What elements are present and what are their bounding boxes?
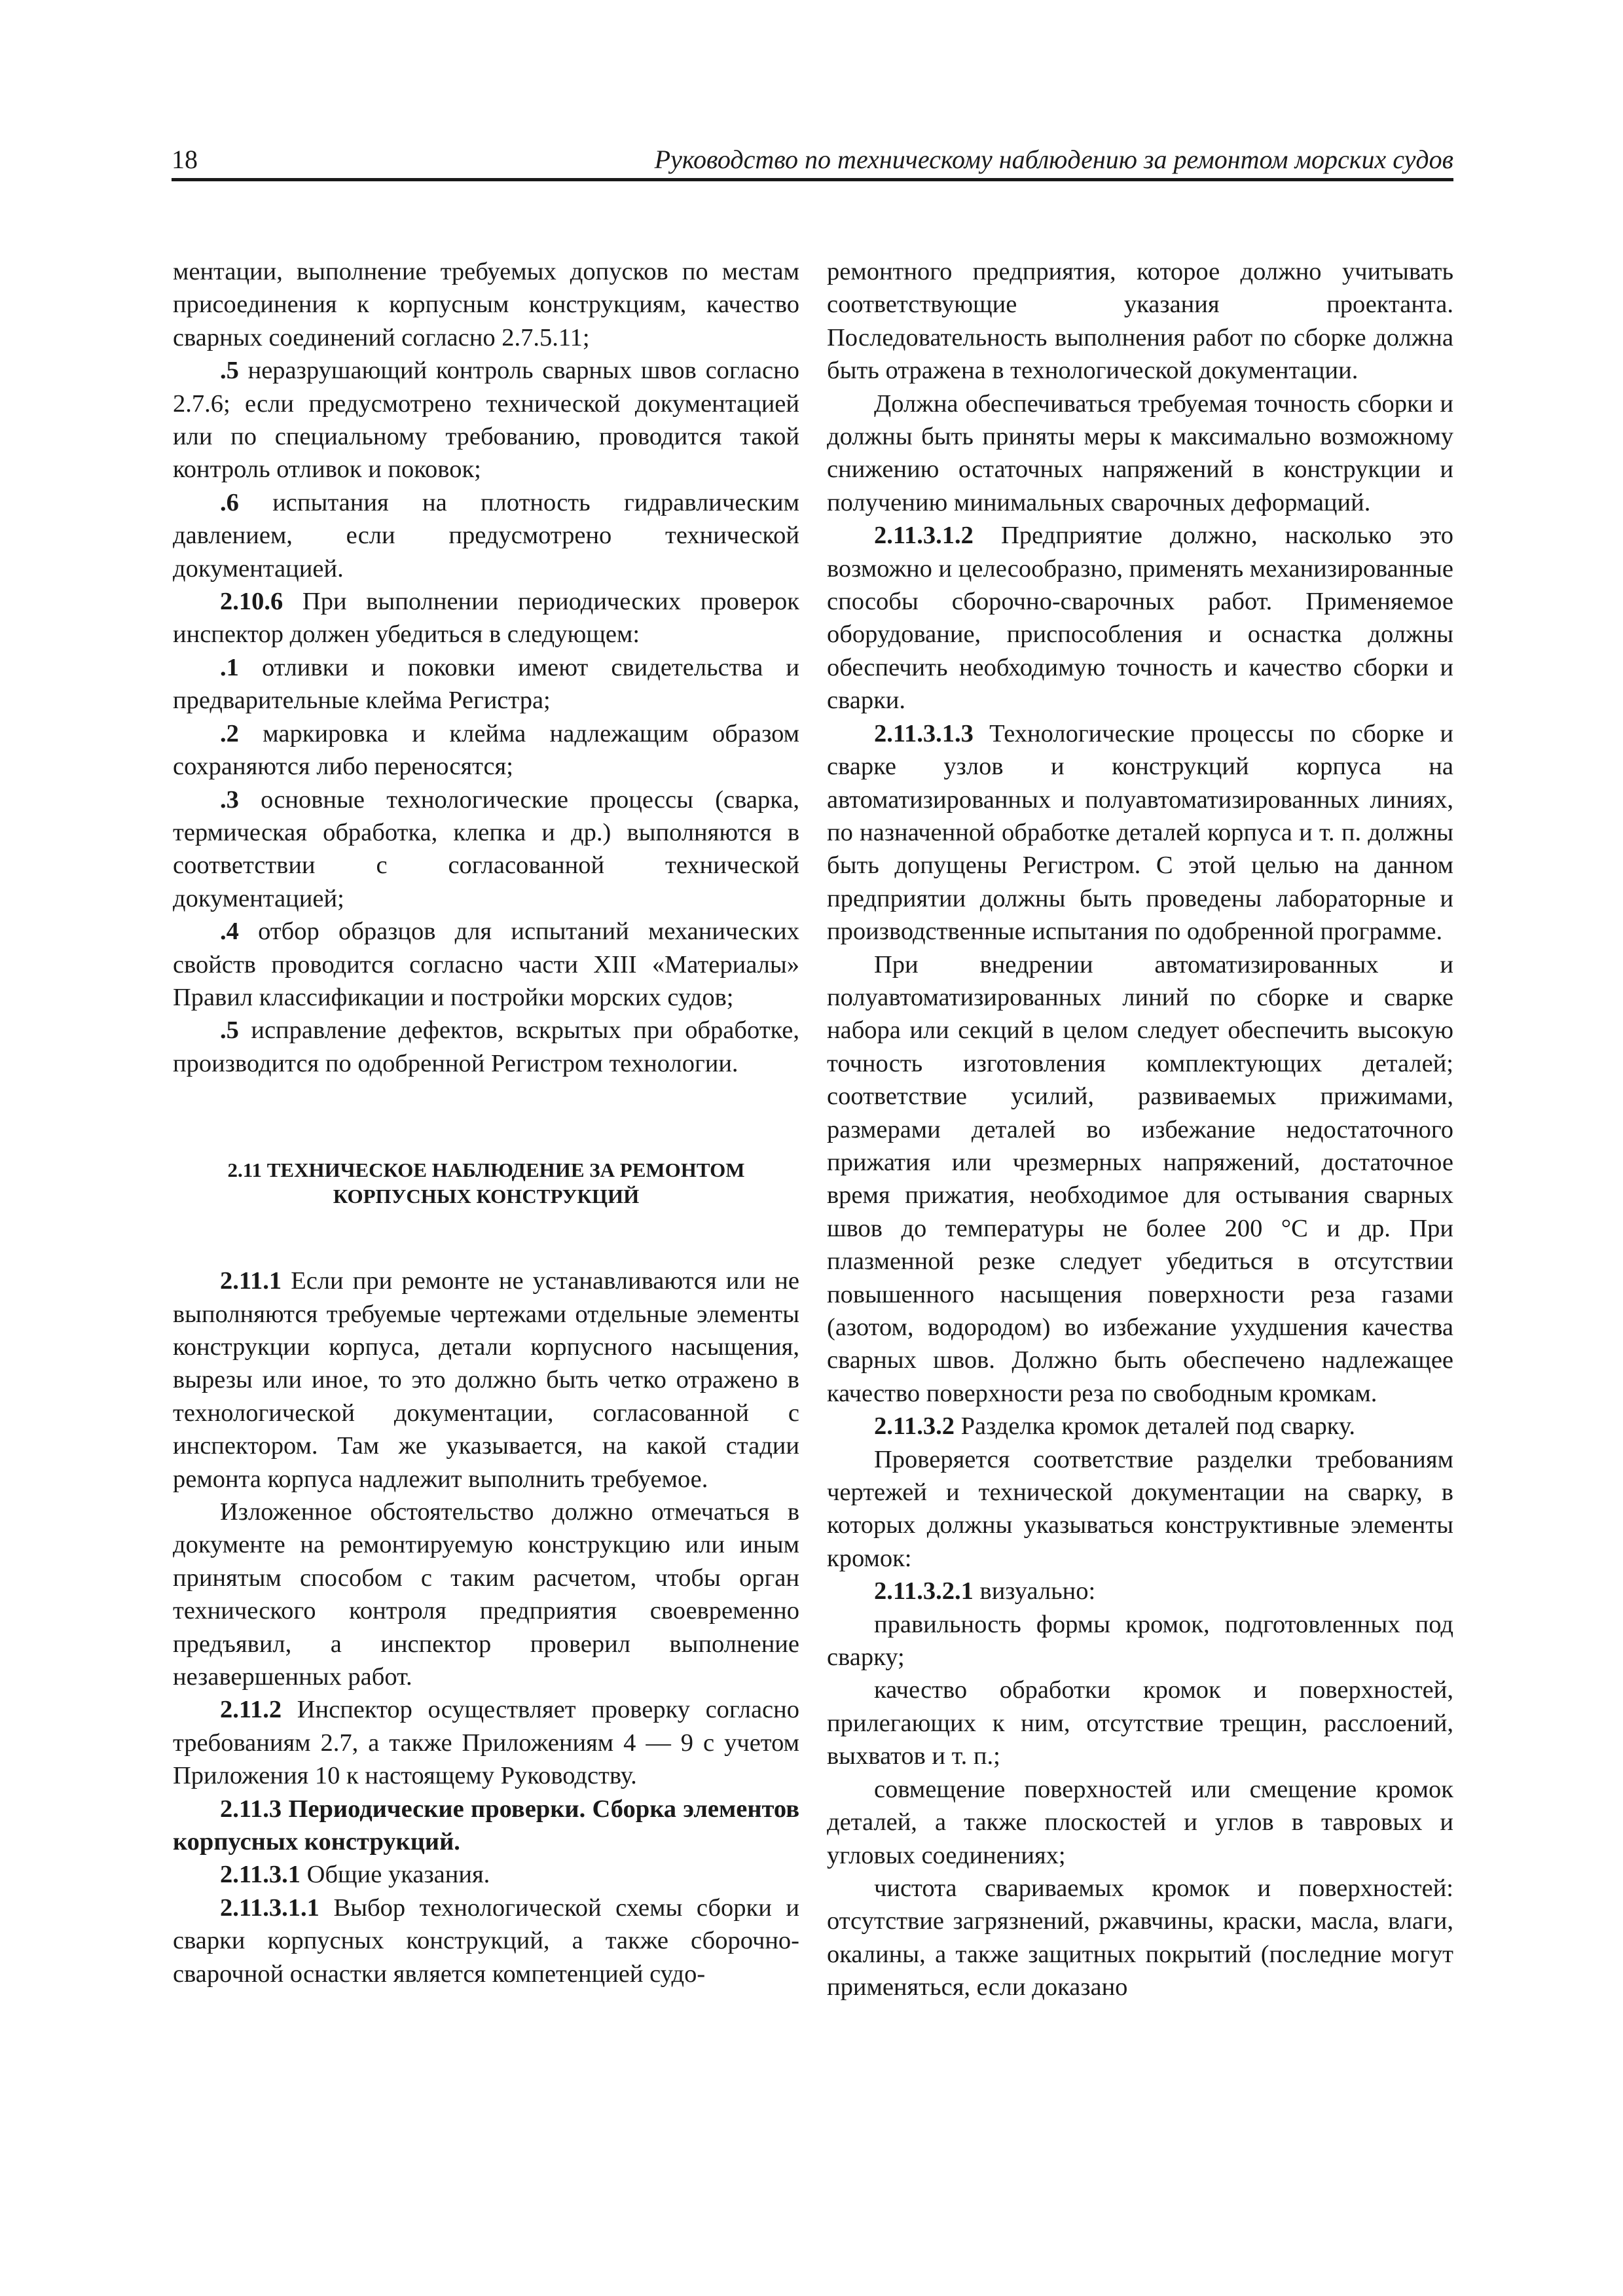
paragraph: .5 неразрушающий контроль сварных швов согласно 2.7.6; если предусмотрено технической документацией или по специальному требованию, проводится такой контроль отливок и поковок;	[173, 357, 799, 484]
paragraph: Проверяется соответствие разделки требованиям чертежей и технической документации на сварку, в которых должны указываться конструктивные элементы кромок:	[827, 1445, 1453, 1572]
left-column	[173, 255, 799, 1990]
paragraph: 2.11.3.2 Разделка кромок деталей под сварку.	[874, 1412, 1355, 1441]
page-header	[172, 145, 1453, 179]
paragraph: ментации, выполнение требуемых допусков по местам присоединения к корпусным конструкциям, качество сварных соединений согласно 2.7.5.11;	[173, 258, 799, 351]
paragraph: чистота свариваемых кромок и поверхностей: отсутствие загрязнений, ржавчины, краски, масла, влаги, окалины, а также защитных покрытий (последние могут применяться, если доказано	[827, 1874, 1453, 2001]
paragraph: качество обработки кромок и поверхностей, прилегающих к ним, отсутствие трещин, расслоений, выхватов и т. п.;	[827, 1676, 1453, 1770]
paragraph: Изложенное обстоятельство должно отмечаться в документе на ремонтируемую конструкцию или иным принятым способом с таким расчетом, чтобы орган технического контроля предприятия своевременно предъявил, а инспектор проверил выполнение незавершенных работ.	[173, 1498, 799, 1691]
paragraph: .5 исправление дефектов, вскрытых при обработке, производится по одобренной Регистром технологии.	[173, 1016, 799, 1077]
paragraph: правильность формы кромок, подготовленных под сварку;	[827, 1610, 1453, 1672]
paragraph: совмещение поверхностей или смещение кромок деталей, а также плоскостей и углов в тавровых и угловых соединениях;	[827, 1775, 1453, 1869]
section-title-line: 2.11 ТЕХНИЧЕСКОЕ НАБЛЮДЕНИЕ ЗА РЕМОНТОМ	[227, 1158, 745, 1182]
paragraph: .6 испытания на плотность гидравлическим давлением, если предусмотрено технической документацией.	[173, 488, 799, 583]
section-title-line: КОРПУСНЫХ КОНСТРУКЦИЙ	[333, 1185, 640, 1208]
section-title	[173, 1157, 799, 1210]
paragraph: .1 отливки и поковки имеют свидетельства и предварительные клейма Регистра;	[173, 653, 799, 715]
header-rule	[172, 178, 1453, 181]
paragraph: 2.11.2 Инспектор осуществляет проверку согласно требованиям 2.7, а также Приложениям 4 — 9 с учетом Приложения 10 к настоящему Руководству.	[173, 1696, 799, 1790]
paragraph: .4 отбор образцов для испытаний механических свойств проводится согласно части XIII «Материалы» Правил классификации и постройки морских судов;	[173, 918, 799, 1011]
paragraph: 2.11.3.2.1 визуально:	[874, 1577, 1096, 1605]
paragraph: Должна обеспечиваться требуемая точность сборки и должны быть приняты меры к максимально возможному снижению остаточных напряжений в конструкции и получению минимальных сварочных деформаций.	[827, 389, 1453, 516]
paragraph: 2.11.1 Если при ремонте не устанавливаются или не выполняются требуемые чертежами отдельные элементы конструкции корпуса, детали корпусного насыщения, вырезы или иное, то это должно быть четко отражено в технологической документации, согласованной с инспектором. Там же указывается, на какой стадии ремонта корпуса надлежит выполнить требуемое.	[173, 1267, 799, 1493]
paragraph: ремонтного предприятия, которое должно учитывать соответствующие указания проектанта. Последовательность выполнения работ по сборке должна быть отражена в технологической документации.	[827, 258, 1453, 385]
running-title: Руководство по техническому наблюдению за ремонтом морских судов	[654, 145, 1453, 174]
paragraph: При внедрении автоматизированных и полуавтоматизированных линий по сборке и сварке набора или секций в целом следует обеспечить высокую точность изготовления комплектующих деталей; соответствие усилий, развиваемых прижимами, размерами деталей во избежание недостаточного прижатия или чрезмерных напряжений, достаточное время прижатия, необходимое для остывания сварных швов до температуры не более 200 °С и др. При плазменной резке следует убедиться в отсутствии повышенного насыщения поверхности реза газами (азотом, водородом) во избежание ухудшения качества сварных швов. Должно быть обеспечено надлежащее качество поверхности реза по свободным кромкам.	[827, 950, 1453, 1407]
subsection-heading: 2.11.3 Периодические проверки. Сборка элементов корпусных конструкций.	[173, 1795, 799, 1856]
paragraph: 2.11.3.1.1 Выбор технологической схемы сборки и сварки корпусных конструкций, а также сборочно-сварочной оснастки является компетенцией судо-	[173, 1893, 799, 1988]
paragraph: 2.11.3.1.2 Предприятие должно, насколько это возможно и целесообразно, применять механизированные способы сборочно-сварочных работ. Применяемое оборудование, приспособления и оснастка должны обеспечить необходимую точность и качество сборки и сварки.	[827, 522, 1454, 715]
page-number: 18	[172, 145, 198, 174]
paragraph: 2.11.3.1 Общие указания.	[220, 1861, 490, 1889]
paragraph: 2.11.3.1.3 Технологические процессы по сборке и сварке узлов и конструкций корпуса на автоматизированных и полуавтоматизированных линиях, по назначенной обработке деталей корпуса и т. п. должны быть допущены Регистром. С этой целью на данном предприятии должны быть проведены лабораторные и производственные испытания по одобренной программе.	[827, 719, 1453, 946]
paragraph: 2.10.6 При выполнении периодических проверок инспектор должен убедиться в следующем:	[173, 588, 799, 649]
paragraph: .3 основные технологические процессы (сварка, термическая обработка, клепка и др.) выполняются в соответствии с согласованной технической документацией;	[173, 785, 799, 912]
paragraph: .2 маркировка и клейма надлежащим образом сохраняются либо переносятся;	[173, 719, 799, 781]
right-column	[827, 255, 1453, 2004]
